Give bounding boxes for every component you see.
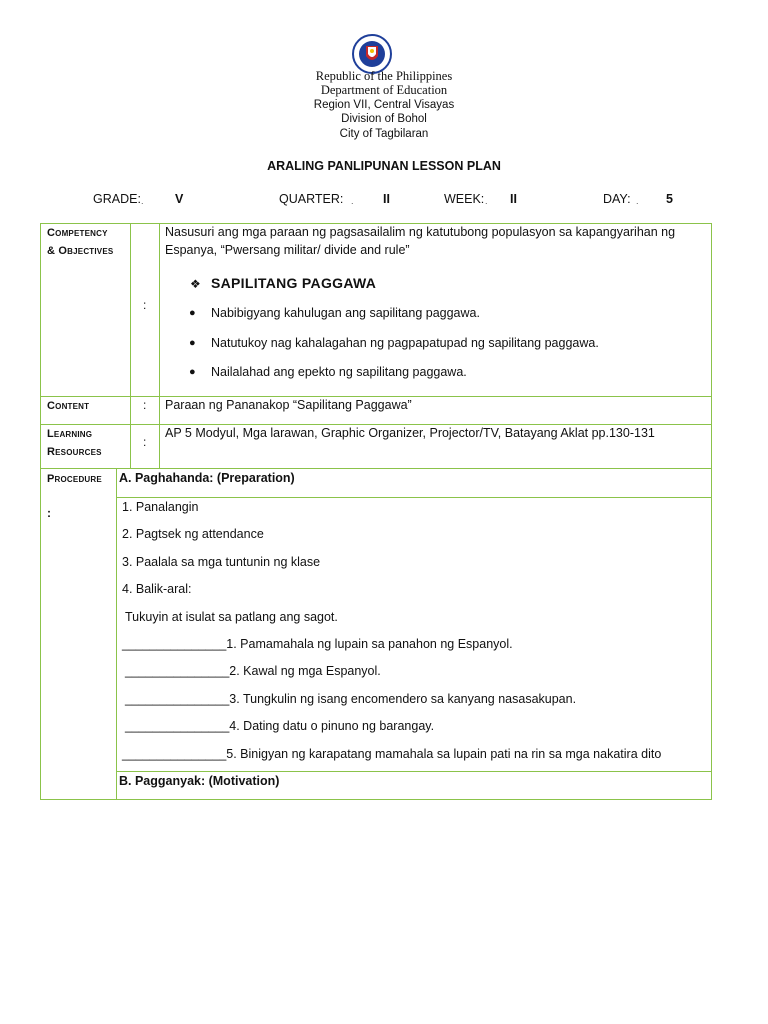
procedure-item: 4. Balik-aral: xyxy=(122,582,192,596)
grade-value: V xyxy=(175,192,184,206)
page-title: ARALING PANLIPUNAN LESSON PLAN xyxy=(267,159,501,173)
competency-colon: : xyxy=(143,298,147,312)
procedure-item: 1. Panalangin xyxy=(122,500,199,514)
bullet-icon: ● xyxy=(189,337,196,349)
col-divider xyxy=(130,223,131,468)
competency-text-line1: Nasusuri ang mga paraan ng pagsasailalim ng katutubong populasyon sa kapangyarihan ng xyxy=(165,225,676,239)
bullet-icon: ● xyxy=(189,307,196,319)
procedure-item: 3. Paalala sa mga tuntunin ng klase xyxy=(122,555,321,569)
procedure-item: 2. Pagtsek ng attendance xyxy=(122,527,264,541)
content-colon: : xyxy=(143,398,147,412)
quarter-marker: . xyxy=(351,196,354,206)
quarter-label: QUARTER: xyxy=(279,192,344,206)
content-text: Paraan ng Pananakop “Sapilitang Paggawa” xyxy=(165,398,412,412)
resources-label-line2: Resources xyxy=(47,446,102,458)
competency-label-line1: Competency xyxy=(47,227,108,239)
day-label: DAY: xyxy=(603,192,631,206)
week-marker: . xyxy=(485,196,488,206)
resources-label-line1: Learning xyxy=(47,428,93,440)
bullet-icon: ● xyxy=(189,366,196,378)
competency-label-line2: & Objectives xyxy=(47,245,114,257)
header-department: Department of Education xyxy=(320,83,448,97)
grade-label: GRADE: xyxy=(93,192,141,206)
col-divider xyxy=(159,223,160,468)
header-city: City of Tagbilaran xyxy=(339,128,429,140)
week-label: WEEK: xyxy=(444,192,485,206)
review-question: _______________3. Tungkulin ng isang encomendero sa kanyang nasasakupan. xyxy=(125,692,577,706)
header-region: Region VII, Central Visayas xyxy=(313,99,455,111)
resources-text: AP 5 Modyul, Mga larawan, Graphic Organizer, Projector/TV, Batayang Aklat pp.130-131 xyxy=(165,426,655,440)
objective-item: Nailalahad ang epekto ng sapilitang paggawa. xyxy=(211,365,467,379)
objective-item: Nabibigyang kahulugan ang sapilitang paggawa. xyxy=(211,306,480,320)
resources-colon: : xyxy=(143,435,147,449)
review-question: _______________4. Dating datu o pinuno ng barangay. xyxy=(125,719,435,733)
section-a-heading: A. Paghahanda: (Preparation) xyxy=(119,471,295,485)
header-republic: Republic of the Philippines xyxy=(315,69,453,83)
diamond-bullet-icon: ❖ xyxy=(190,277,201,291)
objectives-heading: SAPILITANG PAGGAWA xyxy=(211,275,377,291)
review-instruction: Tukuyin at isulat sa patlang ang sagot. xyxy=(125,610,338,624)
competency-text-line2: Espanya, “Pwersang militar/ divide and rule” xyxy=(165,243,410,257)
quarter-value: II xyxy=(383,192,390,206)
col-divider xyxy=(116,468,117,800)
grade-marker: . xyxy=(141,196,144,206)
day-value: 5 xyxy=(666,192,673,206)
section-b-heading: B. Pagganyak: (Motivation) xyxy=(119,774,280,788)
content-label: Content xyxy=(47,400,90,412)
row-divider xyxy=(116,497,712,498)
review-question: _______________5. Binigyan ng karapatang mamahala sa lupain pati na rin sa mga nakatira dito xyxy=(122,747,662,761)
review-question: _______________1. Pamamahala ng lupain sa panahon ng Espanyol. xyxy=(122,637,513,651)
objective-item: Natutukoy nag kahalagahan ng pagpapatupad ng sapilitang paggawa. xyxy=(211,336,599,350)
deped-seal xyxy=(352,34,392,74)
header-division: Division of Bohol xyxy=(341,113,427,125)
week-value: II xyxy=(510,192,517,206)
procedure-label: Procedure xyxy=(47,473,102,485)
procedure-colon: : xyxy=(47,506,51,520)
day-marker: . xyxy=(636,196,639,206)
review-question: _______________2. Kawal ng mga Espanyol. xyxy=(125,664,381,678)
